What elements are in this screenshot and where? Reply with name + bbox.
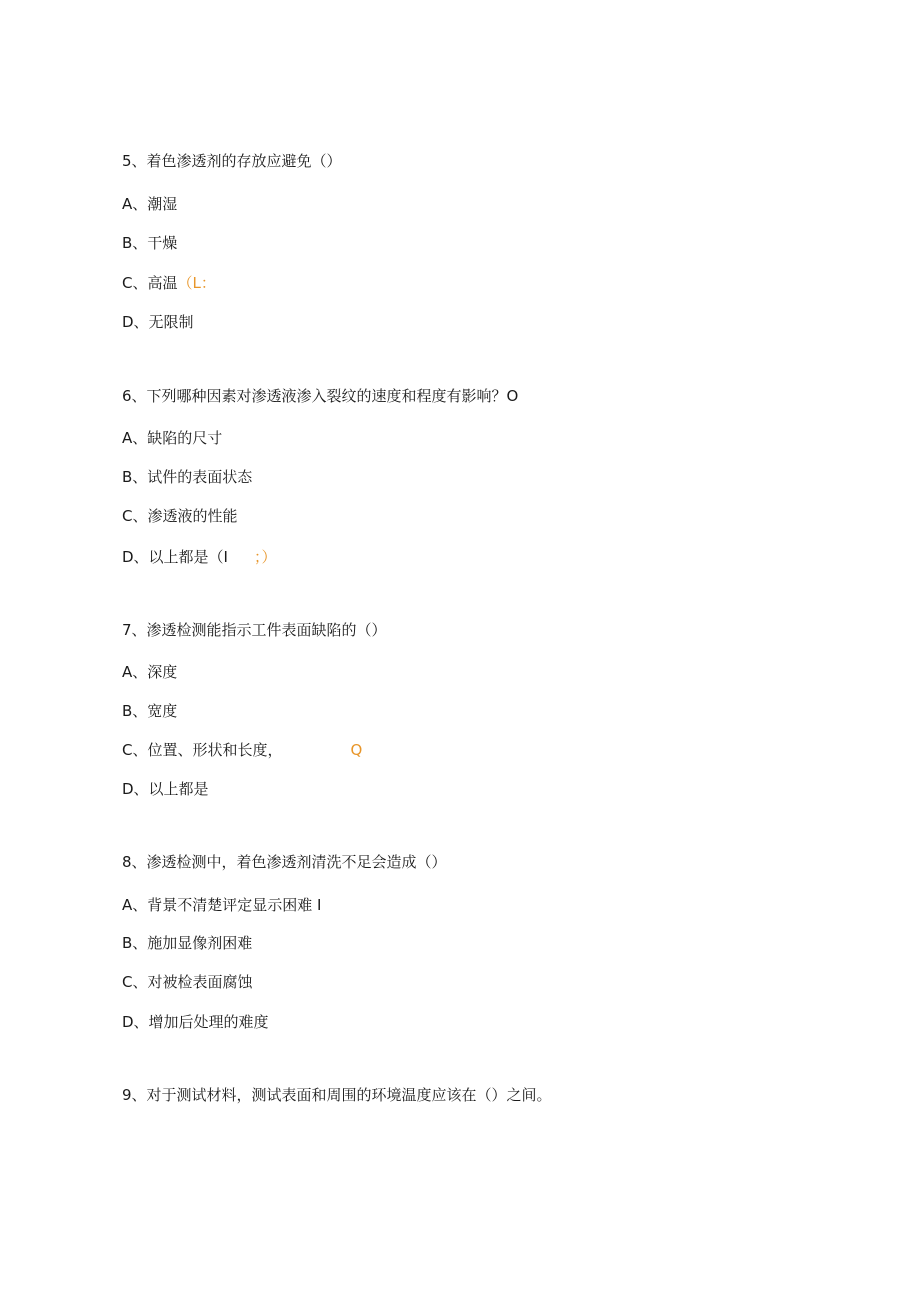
question-6-option-b: B、试件的表面状态 — [122, 468, 253, 486]
question-7-option-b: B、宽度 — [122, 702, 178, 720]
handwritten-mark: （L： — [177, 274, 216, 292]
question-7-option-a: A、深度 — [122, 663, 178, 681]
option-text: C、位置、形状和长度， — [122, 741, 283, 759]
question-8-option-b: B、施加显像剂困难 — [122, 934, 253, 952]
question-5-option-c — [122, 273, 216, 293]
option-text: D、以上都是（I — [122, 548, 228, 566]
handwritten-mark: ；） — [253, 548, 277, 566]
question-8-option-d: D、增加后处理的难度 — [122, 1013, 269, 1031]
question-6-option-c: C、渗透液的性能 — [122, 507, 238, 525]
question-6-option-a: A、缺陷的尺寸 — [122, 429, 223, 447]
question-8-stem: 8、渗透检测中，着色渗透剂清洗不足会造成（） — [122, 853, 447, 871]
question-5-option-a: A、潮湿 — [122, 195, 178, 213]
question-7-option-d: D、以上都是 — [122, 780, 209, 798]
question-5-stem: 5、着色渗透剂的存放应避免（） — [122, 152, 342, 170]
question-8-option-a: A、背景不清楚评定显示困难 I — [122, 896, 322, 914]
question-6-option-d — [122, 547, 277, 567]
question-9-stem: 9、对于测试材料，测试表面和周围的环境温度应该在（）之间。 — [122, 1086, 552, 1104]
question-8-option-c: C、对被检表面腐蚀 — [122, 973, 253, 991]
question-5-option-d: D、无限制 — [122, 313, 194, 331]
question-7-stem: 7、渗透检测能指示工件表面缺陷的（） — [122, 621, 387, 639]
handwritten-mark: Q — [350, 741, 363, 759]
question-7-option-c — [122, 740, 362, 760]
question-6-stem: 6、下列哪种因素对渗透液渗入裂纹的速度和程度有影响？O — [122, 387, 519, 405]
question-5-option-b: B、干燥 — [122, 234, 178, 252]
option-text: C、高温 — [122, 274, 178, 292]
